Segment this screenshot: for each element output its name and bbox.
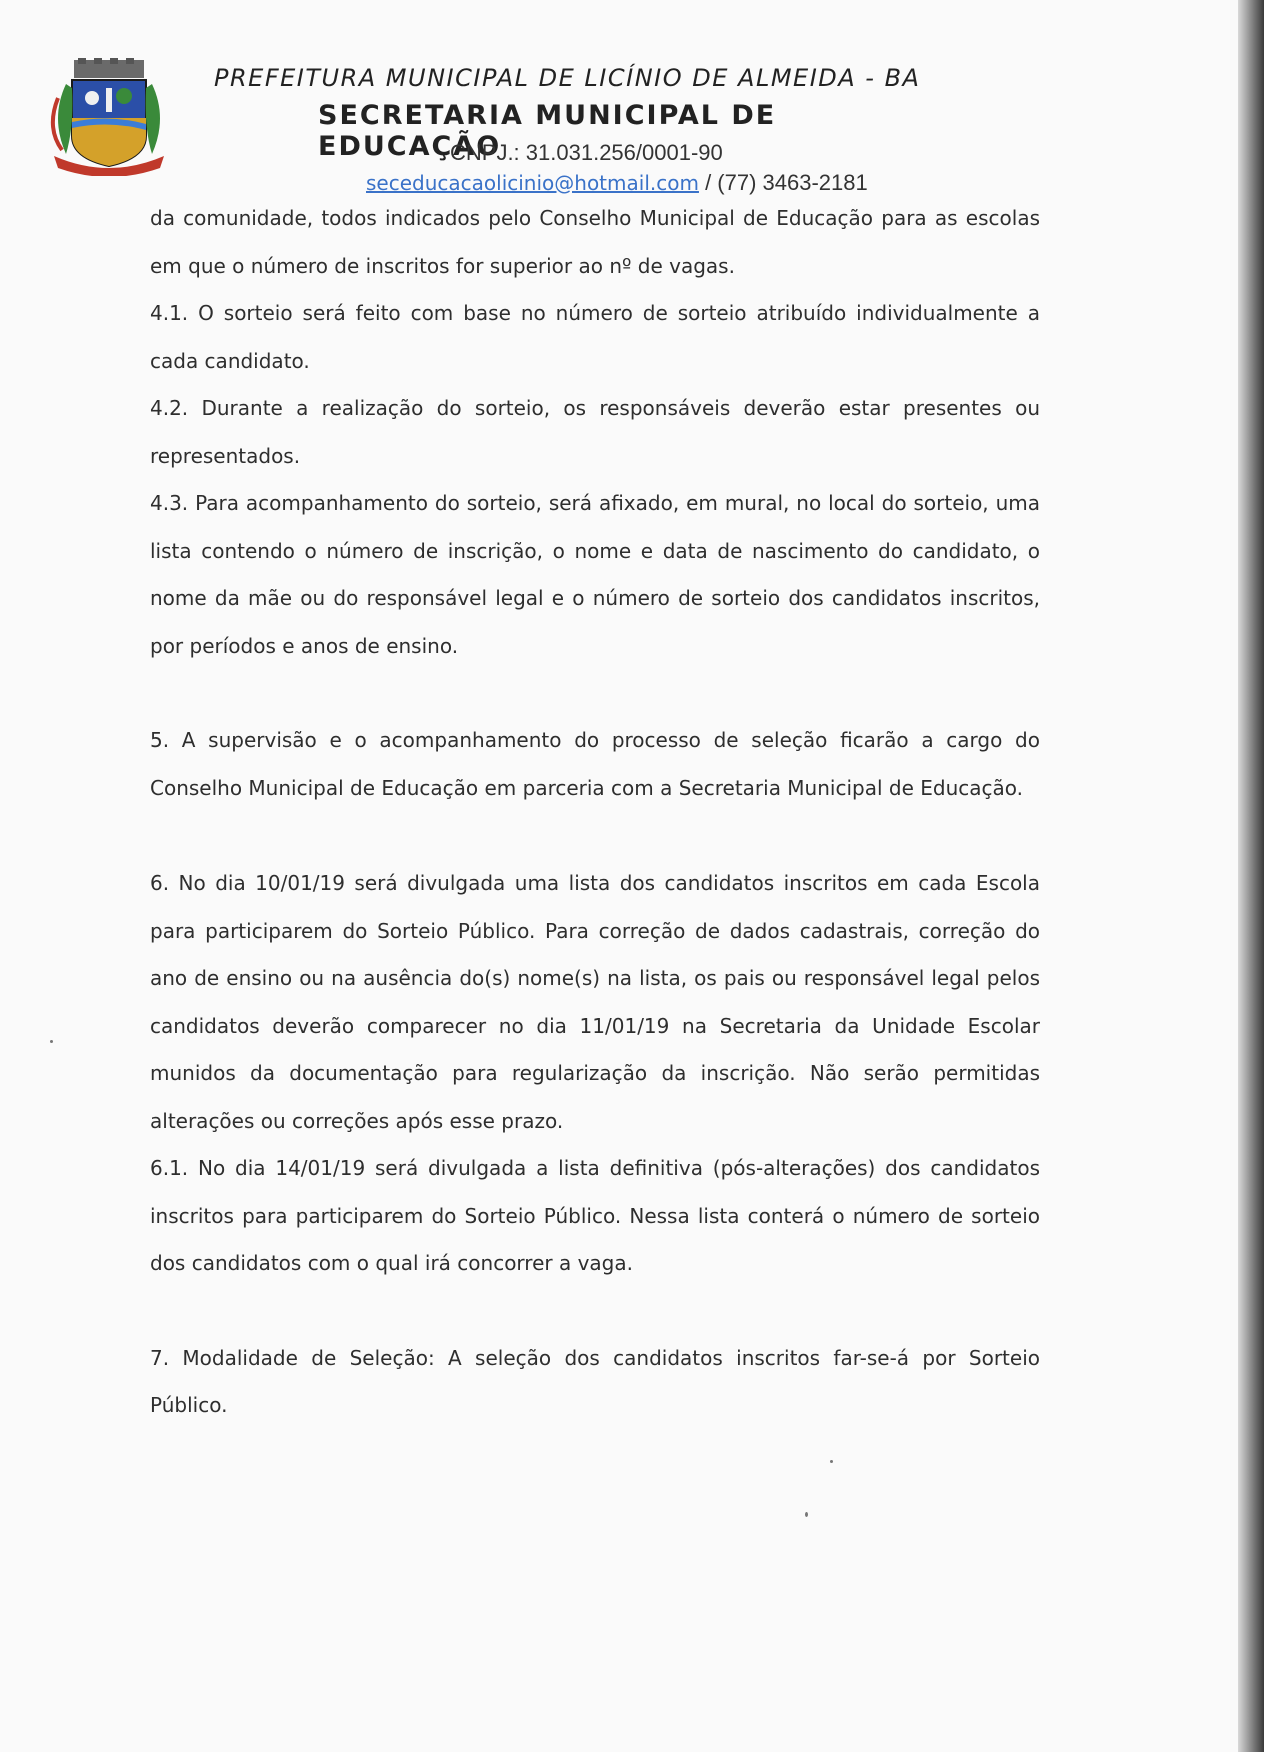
paragraph-4-2: 4.2. Durante a realização do sorteio, os responsáveis deverão estar presentes ou representados. (150, 396, 1040, 468)
paragraph-6-1: 6.1. No dia 14/01/19 será divulgada a lista definitiva (pós-alterações) dos candidatos inscritos para participarem do Sorteio Público. Nessa lista conterá o número de sorteio dos candidatos com o qual irá concorrer a vaga. (150, 1156, 1040, 1275)
paragraph-6: 6. No dia 10/01/19 será divulgada uma lista dos candidatos inscritos em cada Escola para participarem do Sorteio Público. Para correção de dados cadastrais, correção do ano de ensino ou na ausência do(s) nome(s) na lista, os pais ou responsável legal pelos candidatos deverão comparecer no dia 11/01/19 na Secretaria da Unidade Escolar munidos da documentação para regularização da inscrição. Não serão permitidas alterações ou correções após esse prazo. (150, 871, 1040, 1133)
paragraph-continuation: da comunidade, todos indicados pelo Conselho Municipal de Educação para as escolas em que o número de inscritos for superior ao nº de vagas. (150, 206, 1040, 278)
spacer (150, 812, 1040, 860)
paragraph-4-3: 4.3. Para acompanhamento do sorteio, será afixado, em mural, no local do sorteio, uma lista contendo o número de inscrição, o nome e data de nascimento do candidato, o nome da mãe ou do responsável legal e o número de sorteio dos candidatos inscritos, por períodos e anos de ensino. (150, 491, 1040, 658)
paragraph-4-1: 4.1. O sorteio será feito com base no número de sorteio atribuído individualmente a cada candidato. (150, 301, 1040, 373)
municipal-crest-icon (44, 58, 174, 176)
paragraph-5: 5. A supervisão e o acompanhamento do processo de seleção ficarão a cargo do Conselho Municipal de Educação em parceria com a Secretaria Municipal de Educação. (150, 728, 1040, 800)
department-title: SECRETARIA MUNICIPAL DE EDUCAÇÃO (318, 100, 777, 162)
document-body (150, 195, 1040, 1430)
scan-speck (830, 1460, 833, 1463)
spacer (150, 1288, 1040, 1335)
email-link[interactable]: seceducacaolicinio@hotmail.com (366, 171, 699, 195)
scan-speck (50, 1040, 53, 1043)
phone-text: / (77) 3463-2181 (698, 170, 868, 195)
scan-speck (805, 1512, 808, 1517)
spacer (150, 670, 1040, 717)
scan-edge-shadow (1238, 0, 1264, 1752)
cnpj-line: CNPJ.: 31.031.256/0001-90 (450, 140, 723, 165)
paragraph-7: 7. Modalidade de Seleção: A seleção dos candidatos inscritos far-se-á por Sorteio Público. (150, 1345, 1040, 1417)
municipality-title: PREFEITURA MUNICIPAL DE LICÍNIO DE ALMEIDA - BA (214, 64, 921, 92)
contact-line (366, 170, 926, 196)
